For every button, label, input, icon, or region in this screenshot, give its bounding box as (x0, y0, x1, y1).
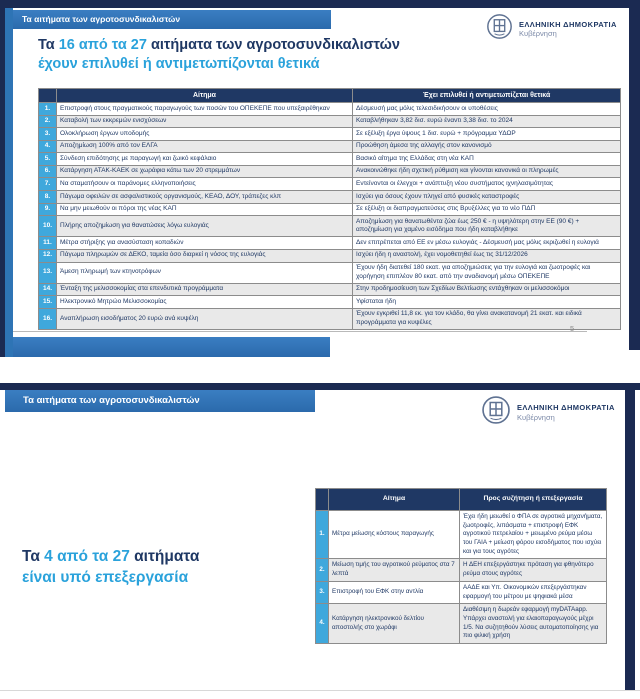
request-cell: Αποζημίωση 100% από τον ΕΛΓΑ (57, 140, 353, 153)
slide1-title-highlight: 16 από τα 27 (58, 37, 147, 53)
hellenic-republic-emblem-icon (486, 13, 513, 45)
row-number-cell: 12. (39, 249, 57, 262)
row-number-cell: 2. (316, 559, 329, 581)
slide1-title-pre: Τα (38, 37, 59, 53)
status-cell: Ισχύει ήδη η αναστολή, έχει νομοθετηθεί έως τις 31/12/2026 (353, 249, 621, 262)
number-column-header (316, 489, 329, 511)
status-cell: Βασικό αίτημα της Ελλάδας στη νέα ΚΑΠ (353, 153, 621, 166)
request-cell: Επιστροφή στους πραγματικούς παραγωγούς των ποσών του ΟΠΕΚΕΠΕ που υπεξαιρέθηκαν (57, 103, 353, 116)
table-row (39, 178, 621, 191)
table-row (39, 140, 621, 153)
row-number-cell: 11. (39, 237, 57, 250)
table-row (316, 559, 607, 581)
request-cell: Κατάργηση ηλεκτρονικού δελτίου αποστολής στο χωράφι (329, 604, 460, 644)
row-number-cell: 4. (39, 140, 57, 153)
row-number-cell: 16. (39, 308, 57, 329)
slide2-frame-top-border (0, 383, 640, 390)
table-row (39, 115, 621, 128)
table-row (316, 511, 607, 559)
logo-subtitle: Κυβέρνηση (519, 29, 557, 38)
slide1-header-banner (13, 10, 331, 29)
table-row (39, 237, 621, 250)
table-header-row (316, 489, 607, 511)
table-row (39, 165, 621, 178)
request-cell: Ένταξη της μελισσοκομίας στα επενδυτικά προγράμματα (57, 283, 353, 296)
row-number-cell: 3. (316, 581, 329, 603)
slide1-banner-label: Τα αιτήματα των αγροτοσυνδικαλιστών (22, 14, 181, 24)
row-number-cell: 7. (39, 178, 57, 191)
table-row (39, 283, 621, 296)
slide1-page-number: 5 (570, 324, 575, 333)
status-cell: Ισχύει για όσους έχουν πληγεί από φυσικές καταστροφές (353, 191, 621, 204)
request-cell: Πλήρης αποζημίωση για θανατώσεις λόγω ευλογιάς (57, 216, 353, 237)
slide1-frame-top-border (0, 0, 640, 8)
slide2-title-line1 (22, 546, 199, 567)
request-cell: Αναπλήρωση εισοδήματος 20 ευρώ ανά κυψέλη (57, 308, 353, 329)
status-cell: Δεν επιτρέπεται από ΕΕ εν μέσω ευλογιάς - Δέσμευσή μας μόλις εκριζωθεί η ευλογιά (353, 237, 621, 250)
row-number-cell: 10. (39, 216, 57, 237)
request-cell: Σύνδεση επιδότησης με παραγωγή και ζωικό κεφάλαιο (57, 153, 353, 166)
request-cell: Άμεση πληρωμή των κτηνοτρόφων (57, 262, 353, 283)
request-cell: Να μην μειωθούν οι πόροι της νέας ΚΑΠ (57, 203, 353, 216)
row-number-cell: 4. (316, 604, 329, 644)
pending-demands-table (315, 488, 607, 644)
request-cell: Καταβολή των εκκρεμών ενισχύσεων (57, 115, 353, 128)
row-number-cell: 2. (39, 115, 57, 128)
slide1-logo-text (519, 20, 617, 39)
request-cell: Ολοκλήρωση έργων υποδομής (57, 128, 353, 141)
slide2-header-banner (5, 390, 315, 412)
request-cell: Μέτρα στήριξης για ανασύσταση κοπαδιών (57, 237, 353, 250)
request-cell: Επιστροφή του ΕΦΚ στην αντλία (329, 581, 460, 603)
logo-name: ΕΛΛΗΝΙΚΗ ΔΗΜΟΚΡΑΤΙΑ (519, 19, 617, 29)
resolved-demands-table (38, 88, 621, 330)
table-row (39, 262, 621, 283)
slide1-frame-right-border (629, 0, 640, 350)
status-cell: Η ΔΕΗ επεξεργάστηκε πρόταση για φθηνότερο ρεύμα στους αγρότες (460, 559, 607, 581)
status-cell: Δέσμευσή μας μόλις τελεσιδικήσουν οι υποθέσεις (353, 103, 621, 116)
status-cell: Στην προδημοσίευση των Σχεδίων Βελτίωσης εντάχθηκαν οι μελισσοκόμοι (353, 283, 621, 296)
slide2-title-pre: Τα (22, 548, 45, 565)
table-row (39, 191, 621, 204)
slide1-title-line1 (38, 36, 400, 55)
table-row (316, 581, 607, 603)
table-row (39, 296, 621, 309)
row-number-cell: 14. (39, 283, 57, 296)
table-header-row (39, 89, 621, 103)
status-cell: Αποζημίωση για θανατωθέντα ζώα έως 250 € - η υψηλότερη στην ΕΕ (90 €) + αποζημίωση για χαμένο εισόδημα που ήδη καταβλήθηκε (353, 216, 621, 237)
request-cell: Να σταματήσουν οι παράνομες ελληνοποιήσεις (57, 178, 353, 191)
row-number-cell: 6. (39, 165, 57, 178)
row-number-cell: 15. (39, 296, 57, 309)
table-row (39, 103, 621, 116)
status-cell: Υφίσταται ήδη (353, 296, 621, 309)
table-row (39, 249, 621, 262)
table-row (39, 203, 621, 216)
request-cell: Μέτρα μείωσης κόστους παραγωγής (329, 511, 460, 559)
row-number-cell: 5. (39, 153, 57, 166)
status-cell: Διαθέσιμη η δωρεάν εφαρμογή myDATAapp. Υπάρχει αναστολή για ελαιοπαραγωγούς μέχρι 1/5. Να συζητηθούν λύσεις αυτοματοποίησης για πιο φιλική χρήση (460, 604, 607, 644)
table-row (316, 604, 607, 644)
slide2-banner-label: Τα αιτήματα των αγροτοσυνδικαλιστών (23, 395, 200, 406)
slide2-title-post: αιτήματα (129, 548, 200, 565)
table-row (39, 308, 621, 329)
row-number-cell: 3. (39, 128, 57, 141)
table-row (39, 128, 621, 141)
slide2-government-logo (481, 395, 615, 430)
slide2-frame-right-border (625, 390, 635, 690)
slide2-bottom-edge (0, 690, 640, 691)
request-cell: Μείωση τιμής του αγροτικού ρεύματος στα 7 λεπτά (329, 559, 460, 581)
slide2-title (22, 546, 199, 588)
request-column-header: Αίτημα (329, 489, 460, 511)
next-slide-banner-partial (13, 337, 330, 357)
slide2-logo-text (517, 403, 615, 422)
slide1-title-line2: έχουν επιλυθεί ή αντιμετωπίζονται θετικά (38, 56, 320, 72)
request-cell: Ηλεκτρονικό Μητρώο Μελισσοκομίας (57, 296, 353, 309)
slide1-title-post: αιτήματα των αγροτοσυνδικαλιστών (146, 37, 400, 53)
status-column-header: Έχει επιλυθεί ή αντιμετωπίζεται θετικά (353, 89, 621, 103)
row-number-cell: 1. (39, 103, 57, 116)
row-number-cell: 8. (39, 191, 57, 204)
request-column-header: Αίτημα (57, 89, 353, 103)
request-cell: Κατάργηση ΑΤΑΚ-ΚΑΕΚ σε χωράφια κάτω των 20 στρεμμάτων (57, 165, 353, 178)
slide1-government-logo (486, 13, 617, 45)
status-cell: Ανακοινώθηκε ήδη σχετική ρύθμιση και γίνονται κανονικά οι πληρωμές (353, 165, 621, 178)
status-cell: Σε εξέλιξη οι διαπραγματεύσεις στις Βρυξέλλες για το νέο ΠΔΠ (353, 203, 621, 216)
slide1-bottom-edge (13, 331, 587, 332)
request-cell: Πάγωμα οφειλών σε ασφαλιστικούς οργανισμούς, ΚΕΑΟ, ΔΟΥ, τράπεζες κλπ (57, 191, 353, 204)
hellenic-republic-emblem-icon (481, 395, 511, 430)
status-cell: Σε εξέλιξη έργα ύψους 1 δισ. ευρώ + πρόγραμμα ΥΔΩΡ (353, 128, 621, 141)
status-cell: Έχει ήδη μειωθεί ο ΦΠΑ σε αγροτικά μηχανήματα, ζωοτροφές, λιπάσματα + επιστροφή ΕΦΚ αγροτικού πετρελαίου + μειωμένο ρεύμα μέσω του ΓΑΙΑ + μείωση φόρου εισοδήματος που ισχύει και για τους αγρότες (460, 511, 607, 559)
row-number-cell: 13. (39, 262, 57, 283)
row-number-cell: 1. (316, 511, 329, 559)
status-cell: Έχουν ήδη διατεθεί 180 εκατ. για αποζημιώσεις για την ευλογιά και ζωοτροφές και χορήγηση επιπλέον 80 εκατ. από την αναδιανομή μέσω ΟΠΕΚΕΠΕ (353, 262, 621, 283)
status-cell: Καταβλήθηκαν 3,82 δισ. ευρώ έναντι 3,38 δισ. το 2024 (353, 115, 621, 128)
status-cell: Προώθηση άμεσα της αλλαγής στον κανονισμό (353, 140, 621, 153)
logo-name: ΕΛΛΗΝΙΚΗ ΔΗΜΟΚΡΑΤΙΑ (517, 403, 615, 413)
slide2-title-line2: είναι υπό επεξεργασία (22, 569, 189, 586)
status-cell: ΑΑΔΕ και Υπ. Οικονομικών επεξεργάστηκαν εφαρμογή του μέτρου με ψηφιακά μέσα (460, 581, 607, 603)
status-column-header: Προς συζήτηση ή επεξεργασία (460, 489, 607, 511)
status-cell: Εντείνονται οι έλεγχοι + ανάπτυξη νέου συστήματος ιχνηλασιμότητας (353, 178, 621, 191)
slide1-frame-left-accent (5, 8, 13, 357)
slide2-title-highlight: 4 από τα 27 (44, 548, 130, 565)
status-cell: Έχουν εγκριθεί 11,8 εκ. για τον κλάδο, θα γίνει ανακατανομή 21 εκατ. και ειδικά προγράμματα για κυψέλες (353, 308, 621, 329)
slide1-title (38, 36, 400, 74)
number-column-header (39, 89, 57, 103)
table-row (39, 153, 621, 166)
row-number-cell: 9. (39, 203, 57, 216)
request-cell: Πάγωμα πληρωμών σε ΔΕΚΟ, ταμεία όσο διαρκεί η νόσος της ευλογιάς (57, 249, 353, 262)
table-row (39, 216, 621, 237)
logo-subtitle: Κυβέρνηση (517, 412, 555, 422)
